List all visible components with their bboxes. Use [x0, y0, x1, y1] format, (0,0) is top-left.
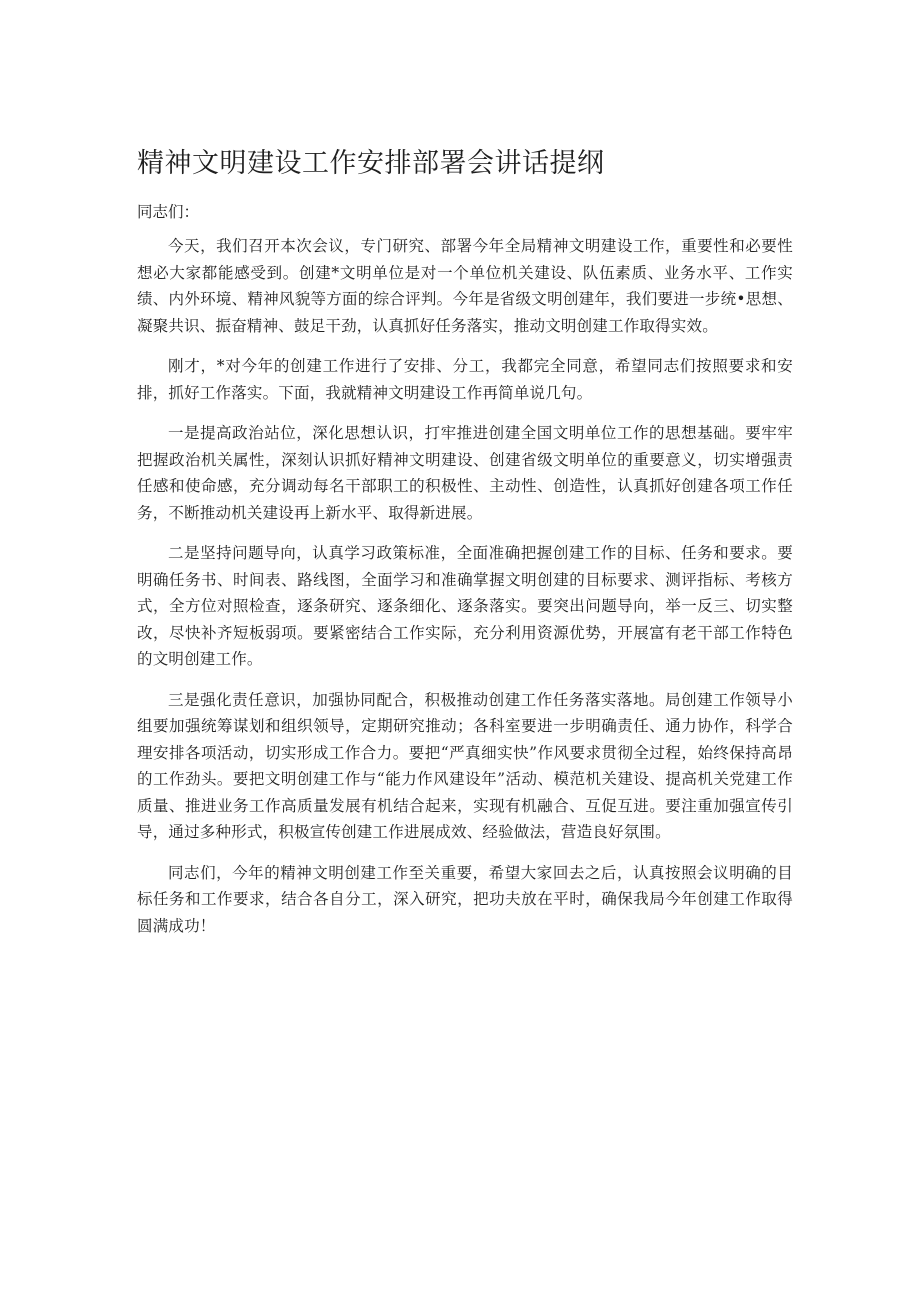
paragraph-point-two: 二是坚持问题导向，认真学习政策标准，全面准确把握创建工作的目标、任务和要求。要明确任务书、时间表、路线图，全面学习和准确掌握文明创建的目标要求、测评指标、考核方式，全方位对照检查，逐条研究、逐条细化、逐条落实。要突出问题导向，举一反三、切实整改，尽快补齐短板弱项。要紧密结合工作实际，充分利用资源优势，开展富有老干部工作特色的文明创建工作。 — [137, 544, 793, 668]
salutation: 同志们： — [137, 203, 200, 221]
document-body — [137, 233, 793, 953]
paragraph-point-three: 三是强化责任意识，加强协同配合，积极推动创建工作任务落实落地。局创建工作领导小组要加强统筹谋划和组织领导，定期研究推动；各科室要进一步明确责任、通力协作，科学合理安排各项活动，切实形成工作合力。要把“严真细实快”作风要求贯彻全过程，始终保持高昂的工作劲头。要把文明创建工作与“能力作风建设年”活动、模范机关建设、提高机关党建工作质量、推进业务工作高质量发展有机结合起来，实现有机融合、互促互进。要注重加强宣传引导，通过多种形式，积极宣传创建工作进展成效、经验做法，营造良好氛围。 — [137, 690, 793, 841]
paragraph-closing: 同志们，今年的精神文明创建工作至关重要，希望大家回去之后，认真按照会议明确的目标任务和工作要求，结合各自分工，深入研究，把功夫放在平时，确保我局今年创建工作取得圆满成功！ — [137, 863, 793, 935]
paragraph-point-one: 一是提高政治站位，深化思想认识，打牢推进创建全国文明单位工作的思想基础。要牢牢把握政治机关属性，深刻认识抓好精神文明建设、创建省级文明单位的重要意义，切实增强责任感和使命感，充分调动每名干部职工的积极性、主动性、创造性，认真抓好创建各项工作任务，不断推动机关建设再上新水平、取得新进展。 — [137, 424, 793, 522]
document-title: 精神文明建设工作安排部署会讲话提纲 — [137, 148, 605, 179]
paragraph-transition: 刚才，*对今年的创建工作进行了安排、分工，我都完全同意，希望同志们按照要求和安排，抓好工作落实。下面，我就精神文明建设工作再简单说几句。 — [137, 357, 793, 402]
paragraph-opening: 今天，我们召开本次会议，专门研究、部署今年全局精神文明建设工作，重要性和必要性想必大家都能感受到。创建*文明单位是对一个单位机关建设、队伍素质、业务水平、工作实绩、内外环境、精神风貌等方面的综合评判。今年是省级文明创建年，我们要进一步统•思想、凝聚共识、振奋精神、鼓足干劲，认真抓好任务落实，推动文明创建工作取得实效。 — [137, 237, 793, 335]
